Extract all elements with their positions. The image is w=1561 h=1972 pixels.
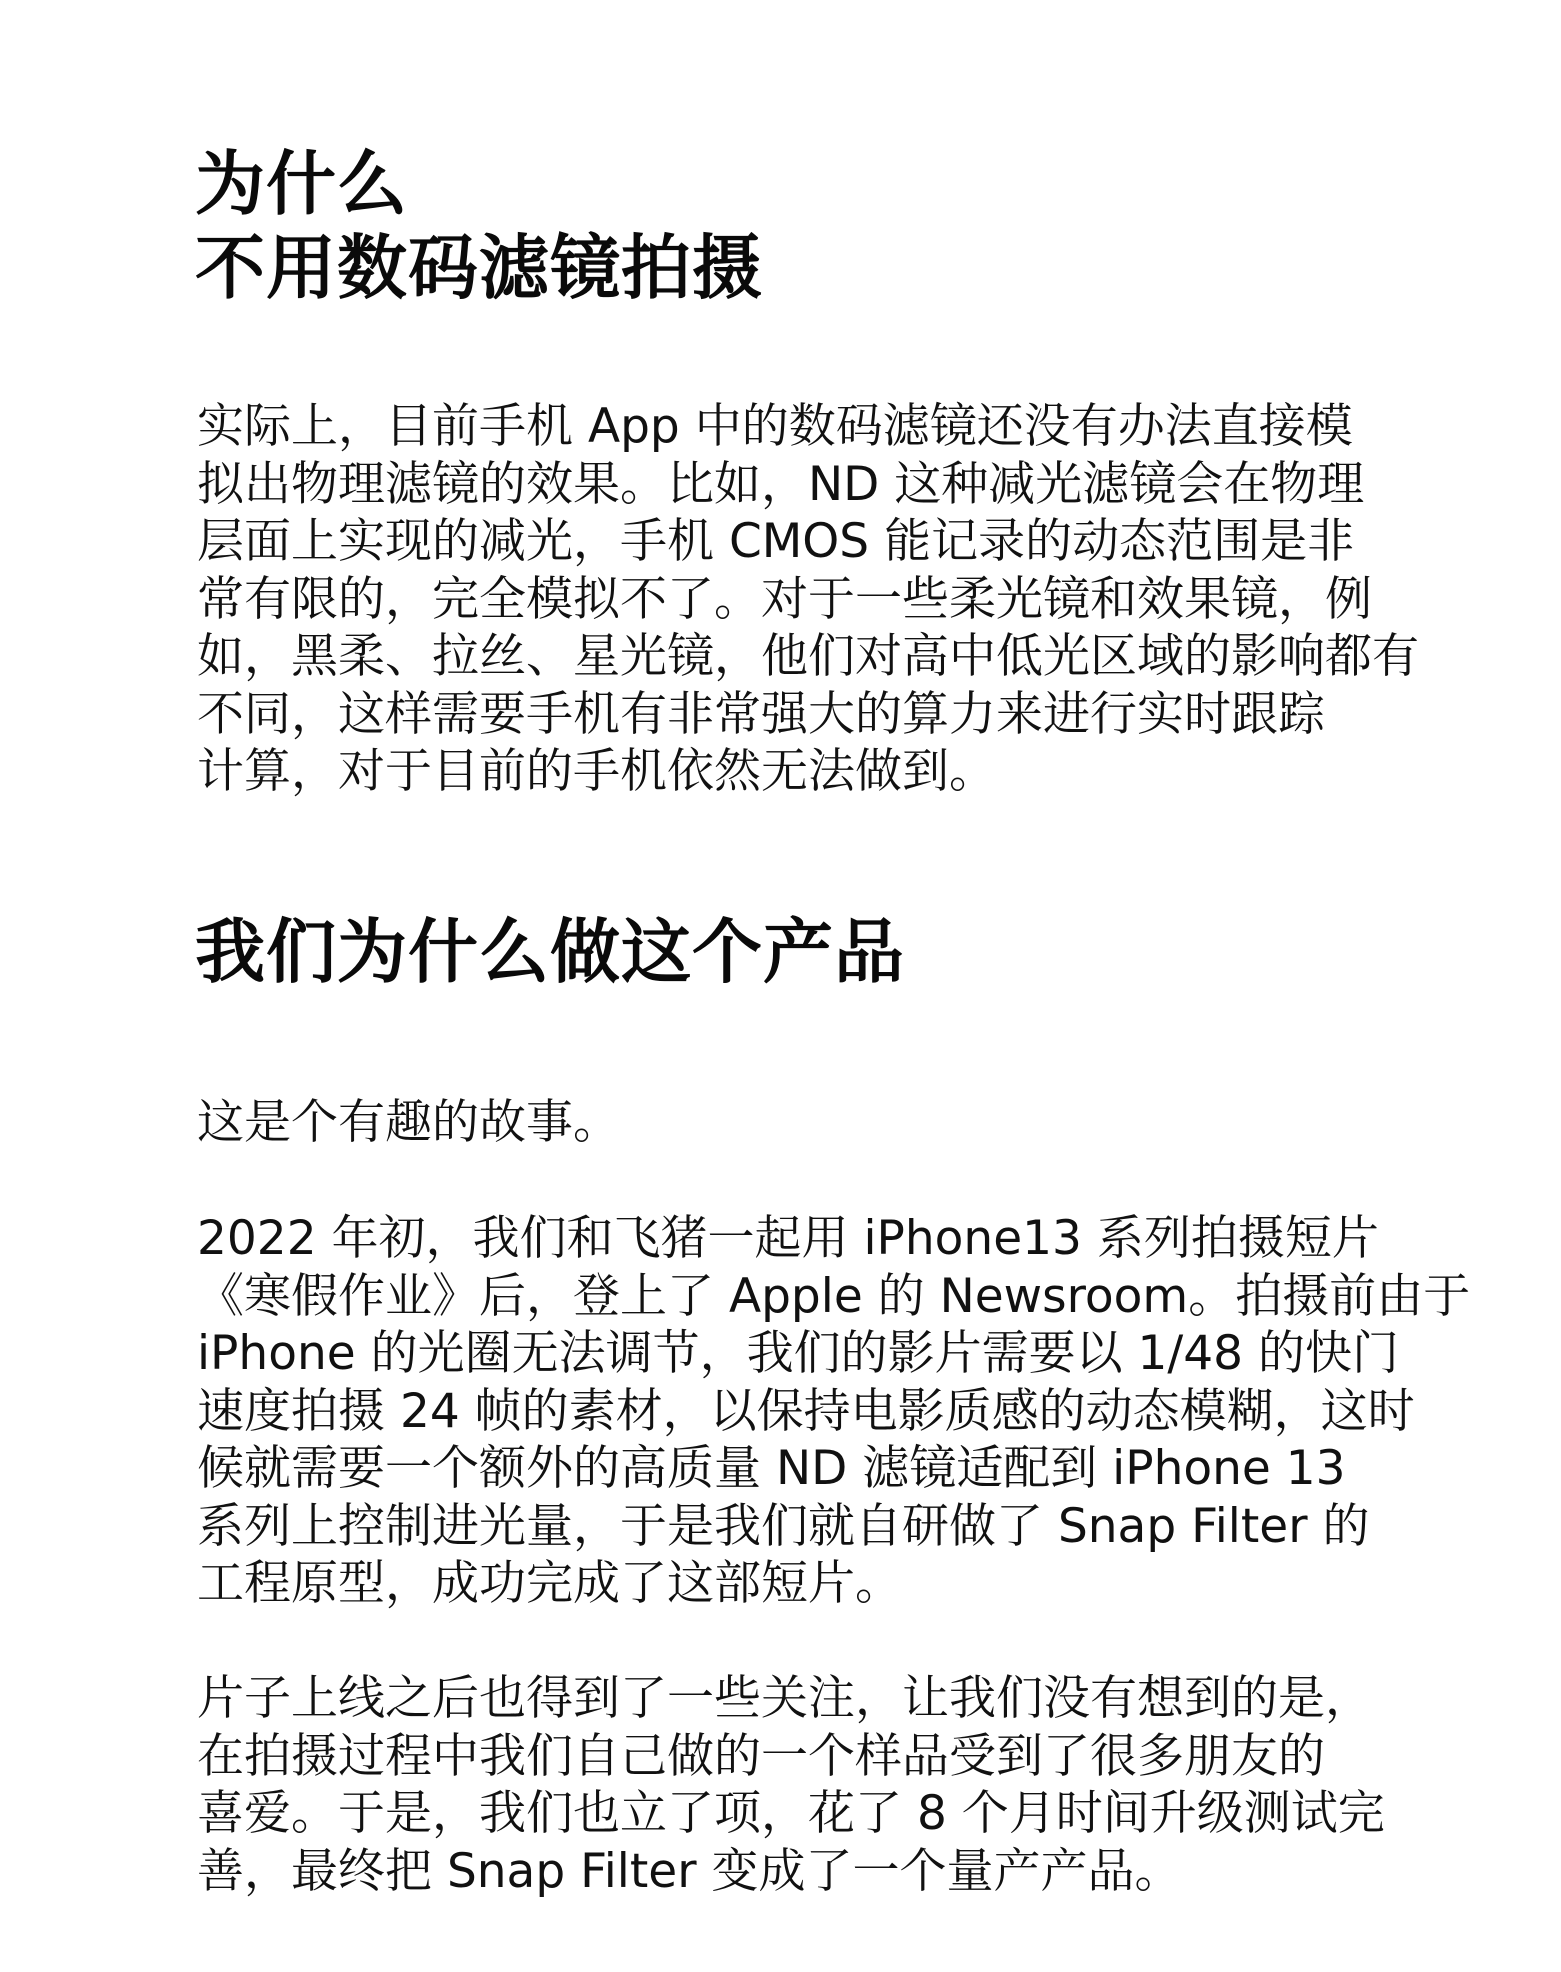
paragraph-line: 善，最终把 Snap Filter 变成了一个量产产品。 — [197, 1843, 1182, 1899]
paragraph-story — [197, 1210, 1471, 1613]
section-heading-why-not-digital-filter — [195, 142, 763, 310]
paragraph-line: 2022 年初，我们和飞猪一起用 iPhone13 系列拍摄短片 — [197, 1211, 1379, 1266]
paragraph-line: 这是个有趣的故事。 — [197, 1095, 620, 1150]
paragraph-line: 速度拍摄 24 帧的素材，以保持电影质感的动态模糊，这时 — [197, 1383, 1415, 1439]
paragraph-line: 片子上线之后也得到了一些关注，让我们没有想到的是， — [197, 1671, 1372, 1726]
heading-line: 不用数码滤镜拍摄 — [195, 227, 763, 309]
section-heading-why-this-product — [195, 910, 905, 994]
heading-line: 我们为什么做这个产品 — [195, 911, 905, 993]
paragraph-line: 候就需要一个额外的高质量 ND 滤镜适配到 iPhone 13 — [197, 1441, 1346, 1496]
paragraph-line: 《寒假作业》后，登上了 Apple 的 Newsroom。拍摄前由于 — [197, 1268, 1471, 1324]
paragraph-line: 层面上实现的减光，手机 CMOS 能记录的动态范围是非 — [197, 514, 1355, 569]
paragraph-product-origin — [197, 1670, 1397, 1900]
paragraph-line: 如，黑柔、拉丝、星光镜，他们对高中低光区域的影响都有 — [197, 629, 1419, 684]
paragraph-line: iPhone 的光圈无法调节，我们的影片需要以 1/48 的快门 — [197, 1326, 1400, 1381]
paragraph-line: 实际上，目前手机 App 中的数码滤镜还没有办法直接模 — [197, 399, 1353, 454]
paragraph-line: 常有限的，完全模拟不了。对于一些柔光镜和效果镜，例 — [197, 571, 1372, 627]
paragraph-line: 系列上控制进光量，于是我们就自研做了 Snap Filter 的 — [197, 1498, 1370, 1554]
paragraph-line: 不同，这样需要手机有非常强大的算力来进行实时跟踪 — [197, 686, 1325, 742]
paragraph-line: 拟出物理滤镜的效果。比如，ND 这种减光滤镜会在物理 — [197, 456, 1365, 512]
paragraph-intro — [197, 1094, 1397, 1152]
paragraph-line: 喜爱。于是，我们也立了项，花了 8 个月时间升级测试完 — [197, 1786, 1385, 1841]
paragraph-digital-filter-limits — [197, 398, 1419, 801]
paragraph-line: 工程原型，成功完成了这部短片。 — [197, 1556, 902, 1611]
paragraph-line: 计算，对于目前的手机依然无法做到。 — [197, 744, 996, 799]
heading-line: 为什么 — [195, 143, 408, 225]
paragraph-line: 在拍摄过程中我们自己做的一个样品受到了很多朋友的 — [197, 1728, 1325, 1784]
